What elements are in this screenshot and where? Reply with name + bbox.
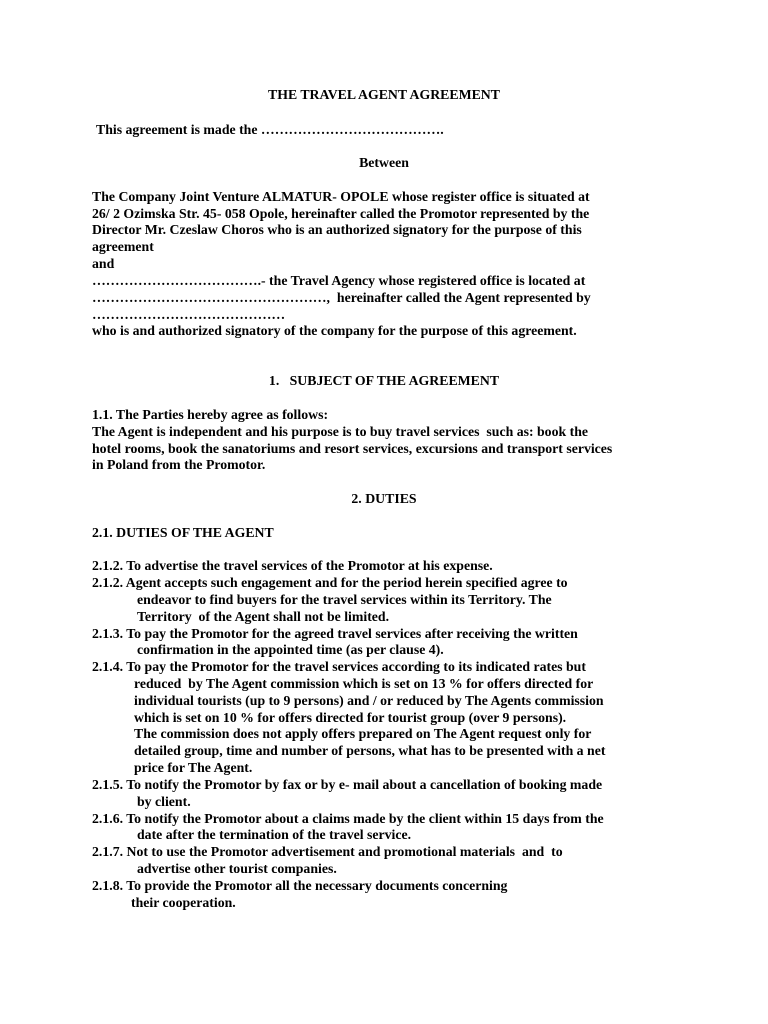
clause-line: price for The Agent. bbox=[134, 760, 253, 775]
section-1-heading: 1. SUBJECT OF THE AGREEMENT bbox=[268, 373, 500, 388]
party-line: Director Mr. Czeslaw Choros who is an authorized signatory for the purpose of this bbox=[92, 222, 582, 237]
clause-line: individual tourists (up to 9 persons) and / or reduced by The Agents commission bbox=[134, 693, 604, 708]
section-1-line: 1.1. The Parties hereby agree as follows: bbox=[92, 407, 329, 422]
clause-line: 2.1.2. Agent accepts such engagement and for the period herein specified agree to bbox=[92, 575, 568, 590]
clause-line: detailed group, time and number of persons, what has to be presented with a net bbox=[134, 743, 606, 758]
clause-line: endeavor to find buyers for the travel services within its Territory. The bbox=[137, 592, 552, 607]
party-line: and bbox=[92, 256, 115, 271]
clause-line: reduced by The Agent commission which is set on 13 % for offers directed for bbox=[134, 676, 594, 691]
party-line: ……………………………….- the Travel Agency whose registered office is located at bbox=[92, 273, 586, 288]
clause-line: Territory of the Agent shall not be limited. bbox=[137, 609, 390, 624]
party-line: who is and authorized signatory of the company for the purpose of this agreement. bbox=[92, 323, 577, 338]
party-line: …………………………………… bbox=[92, 307, 286, 322]
section-1-line: The Agent is independent and his purpose is to buy travel services such as: book the bbox=[92, 424, 588, 439]
clause-line: 2.1.6. To notify the Promotor about a claims made by the client within 15 days from the bbox=[92, 811, 604, 826]
party-line: 26/ 2 Ozimska Str. 45- 058 Opole, hereinafter called the Promotor represented by the bbox=[92, 206, 590, 221]
section-2-heading: 2. DUTIES bbox=[351, 491, 417, 506]
clause-line: 2.1.5. To notify the Promotor by fax or by e- mail about a cancellation of booking made bbox=[92, 777, 603, 792]
clause-line: advertise other tourist companies. bbox=[137, 861, 337, 876]
clause-line: 2.1.8. To provide the Promotor all the necessary documents concerning bbox=[92, 878, 508, 893]
party-line: The Company Joint Venture ALMATUR- OPOLE whose register office is situated at bbox=[92, 189, 590, 204]
clause-line: which is set on 10 % for offers directed for tourist group (over 9 persons). bbox=[134, 710, 567, 725]
clause-line: by client. bbox=[137, 794, 191, 809]
document-title: THE TRAVEL AGENT AGREEMENT bbox=[268, 87, 500, 102]
clause-line: their cooperation. bbox=[131, 895, 236, 910]
clause-line: 2.1.3. To pay the Promotor for the agreed travel services after receiving the written bbox=[92, 626, 578, 641]
clause-line: 2.1.7. Not to use the Promotor advertisement and promotional materials and to bbox=[92, 844, 563, 859]
clause-line: The commission does not apply offers prepared on The Agent request only for bbox=[134, 726, 592, 741]
party-line: agreement bbox=[92, 239, 154, 254]
clause-line: 2.1.2. To advertise the travel services of the Promotor at his expense. bbox=[92, 558, 493, 573]
agreement-date-line: This agreement is made the …………………………………. bbox=[96, 122, 444, 137]
section-2-1-heading: 2.1. DUTIES OF THE AGENT bbox=[92, 525, 274, 540]
section-1-line: hotel rooms, book the sanatoriums and resort services, excursions and transport services bbox=[92, 441, 613, 456]
section-1-line: in Poland from the Promotor. bbox=[92, 457, 266, 472]
clause-line: confirmation in the appointed time (as per clause 4). bbox=[137, 642, 444, 657]
between-label: Between bbox=[359, 155, 409, 170]
clause-line: date after the termination of the travel service. bbox=[137, 827, 412, 842]
party-line: ……………………………………………, hereinafter called the Agent represented by bbox=[92, 290, 591, 305]
clause-line: 2.1.4. To pay the Promotor for the travel services according to its indicated rates but bbox=[92, 659, 586, 674]
